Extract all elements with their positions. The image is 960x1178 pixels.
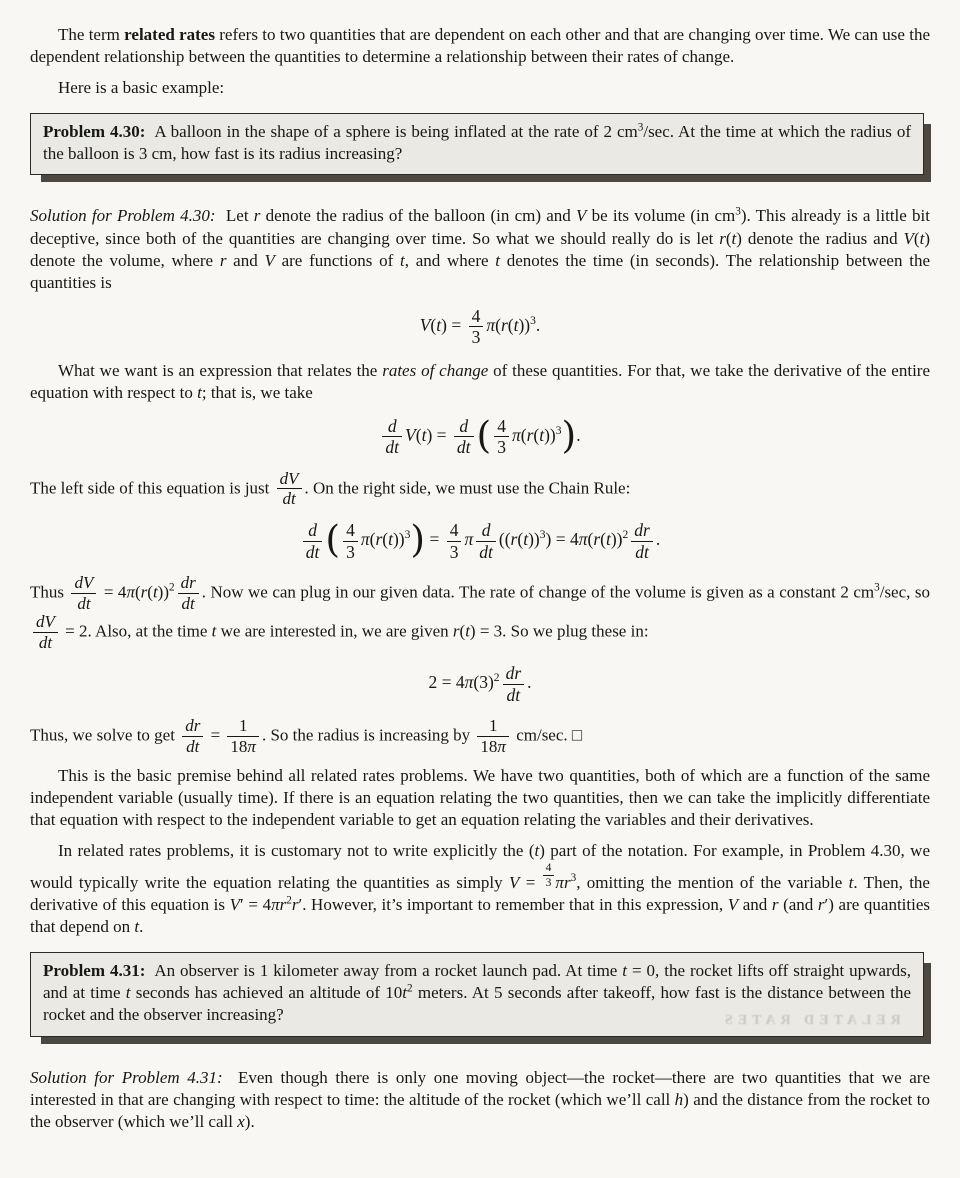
math-inline: r′ xyxy=(817,895,829,915)
solution-4-30-paragraph xyxy=(30,205,930,293)
math-inline: = xyxy=(206,725,225,745)
text-run: A balloon in the shape of a sphere is being inflated at the rate of 2 cm xyxy=(145,122,638,142)
text-run: In related rates problems, it is customary not to write explicitly the ( xyxy=(58,841,535,861)
math-inline: t xyxy=(495,250,501,270)
fraction xyxy=(182,717,203,756)
math-inline: r′ xyxy=(291,895,303,915)
bold-text: Problem 4.30: xyxy=(43,122,146,142)
fraction-denominator: 3 xyxy=(497,437,506,458)
math-inline: V xyxy=(264,250,275,270)
text-run: denote the volume, where xyxy=(30,250,220,270)
fraction xyxy=(477,717,509,756)
fraction-numerator: 1 xyxy=(227,717,259,737)
volume-equation xyxy=(30,307,930,347)
text-run: /sec, so xyxy=(879,582,930,602)
text-run: . xyxy=(139,917,144,937)
problem-text xyxy=(43,121,911,165)
text-run: . So the radius is increasing by xyxy=(261,725,475,745)
text-run: The left side of this equation is just xyxy=(30,477,274,497)
italic-text: Solution for Problem 4.30: xyxy=(30,206,216,226)
text-run: . xyxy=(535,314,541,335)
superscript: 3 xyxy=(530,314,536,327)
text-run: , and where xyxy=(404,250,496,270)
math-inline: ((r(t)) xyxy=(498,529,540,550)
text-run: ; that is, we take xyxy=(201,382,313,402)
text-run: , the rocket lifts off straight upwards, and at time xyxy=(43,961,912,1003)
plug-in-equation xyxy=(30,664,930,704)
math-inline: π(r(t)) xyxy=(360,529,405,550)
math-inline: π(r(t)) xyxy=(511,424,556,445)
fraction-denominator: 18π xyxy=(230,736,256,756)
fraction-denominator: dt xyxy=(456,437,471,458)
math-inline: t xyxy=(400,250,405,270)
text-run: . Now we can plug in our given data. The rate of change of the volume is given as a constant 2 cm xyxy=(201,582,875,602)
text-run: ). xyxy=(244,1111,255,1131)
superscript: 3 xyxy=(539,529,546,542)
math-inline: t xyxy=(134,917,140,937)
text-run: and xyxy=(738,895,772,915)
fraction xyxy=(494,417,509,457)
superscript: 3 xyxy=(570,872,577,885)
fraction-denominator: dt xyxy=(635,541,649,562)
fraction xyxy=(303,521,323,561)
derivative-equation: $\frac{d}{dt}$ V(t) = $\frac{d}{dt}$ ( $\frac{4}{3}$ $\pi(r(t))^3$). xyxy=(30,417,930,457)
bold-text: related rates xyxy=(124,25,215,44)
superscript: 3 xyxy=(555,424,562,437)
text-run: refers to two quantities that are dependent on each other and that are changing over time. We can use the dependent relationship between the quantities to determine a relationship between their rates of change. xyxy=(30,25,930,67)
superscript: 2 xyxy=(169,581,175,594)
solve-result-paragraph xyxy=(30,717,930,756)
text-run: ). This already is a little bit deceptive, since both of the quantities are changing over time. So what we should really do is let xyxy=(30,206,930,248)
fraction xyxy=(503,664,525,704)
math-inline: V xyxy=(576,206,587,226)
fraction-numerator: d xyxy=(454,417,474,437)
notation-paragraph xyxy=(30,840,930,938)
math-inline: x xyxy=(237,1111,245,1131)
text-run: Thus xyxy=(30,582,69,602)
fraction xyxy=(33,613,58,652)
math-inline: t xyxy=(125,983,131,1003)
fraction xyxy=(447,521,462,561)
fraction-denominator: 3 xyxy=(346,541,355,562)
fraction-denominator: 18π xyxy=(480,736,506,756)
text-run: Let xyxy=(215,206,254,226)
fraction-denominator: dt xyxy=(385,437,400,458)
superscript: 2 xyxy=(493,672,500,685)
fraction-denominator: dt xyxy=(506,684,521,705)
plug-in-data-paragraph xyxy=(30,574,930,651)
math-inline: V′ = 4πr xyxy=(229,895,287,915)
text-run: . So we plug these in: xyxy=(502,620,649,640)
math-inline: πr xyxy=(555,873,571,893)
math-inline: t = 0 xyxy=(622,961,656,981)
fraction xyxy=(543,862,555,889)
text-run: Here is a basic example: xyxy=(58,78,225,98)
text-run: /sec. At the time at which the radius of the balloon is 3 cm, how fast is its radius increasing? xyxy=(43,122,912,164)
fraction-denominator: 3 xyxy=(545,876,552,890)
fraction-denominator: dt xyxy=(77,593,91,613)
italic-text: Solution for Problem 4.31: xyxy=(30,1067,223,1087)
text-run: . Then, the derivative of this equation is xyxy=(30,873,930,915)
text-run: . However, it’s important to remember that in this expression, xyxy=(302,895,728,915)
fraction xyxy=(469,307,484,347)
bold-text: Problem 4.31: xyxy=(43,961,146,981)
fraction-numerator: d xyxy=(303,521,323,541)
math-inline: V xyxy=(727,895,739,915)
text-run: Thus, we solve to get xyxy=(30,725,180,745)
fraction-numerator: 1 xyxy=(477,717,509,737)
fraction xyxy=(343,521,358,561)
fraction xyxy=(178,574,199,613)
math-inline: t xyxy=(534,841,540,861)
text-run: An observer is 1 kilometer away from a rocket launch pad. At time xyxy=(145,961,623,981)
basic-premise-paragraph xyxy=(30,765,930,831)
superscript: 3 xyxy=(735,205,741,218)
intro-paragraph xyxy=(30,24,930,68)
fraction-numerator: 4 xyxy=(494,417,509,437)
fraction xyxy=(71,574,96,613)
fraction-denominator: dt xyxy=(305,541,320,562)
fraction-numerator: dV xyxy=(277,470,302,490)
text-run: are functions of xyxy=(274,250,400,270)
fraction-numerator: 4 xyxy=(543,862,555,876)
math-inline: r xyxy=(771,895,779,915)
text-run: denotes the time (in seconds). The relationship between the quantities is xyxy=(30,250,930,292)
fraction xyxy=(476,521,496,561)
math-inline: ) = 4π(r(t)) xyxy=(545,529,623,550)
math-inline: = 4π(r(t)) xyxy=(99,582,169,602)
math-inline: h xyxy=(674,1089,684,1109)
fraction-numerator: 4 xyxy=(343,521,358,541)
text-run: seconds has achieved an altitude of 10 xyxy=(130,983,403,1003)
text-run: . On the right side, we must use the Chain Rule: xyxy=(304,477,631,497)
fraction xyxy=(277,470,302,509)
math-inline: = xyxy=(425,529,444,550)
math-inline: V = xyxy=(508,873,542,893)
text-run: be its volume (in cm xyxy=(586,206,736,226)
italic-text: rates of change xyxy=(382,360,489,380)
text-run: cm/sec. □ xyxy=(511,725,583,745)
text-run: This is the basic premise behind all related rates problems. We have two quantities, both of which are a function of the same independent variable (usually time). If there is an equation relating the two quantities, then we can take the implicitly differentiate that equation with respect to the independent variable to get an equation relating the variables and their derivatives. xyxy=(30,765,930,829)
fraction-denominator: 3 xyxy=(471,327,481,348)
fraction-numerator: d xyxy=(382,417,402,437)
text-run: meters. At 5 seconds after takeoff, how fast is the distance between the rocket and the observer increasing? xyxy=(43,983,912,1025)
text-run: What we want is an expression that relates the xyxy=(58,360,383,380)
fraction-denominator: dt xyxy=(282,489,296,509)
text-run: ) are quantities that depend on xyxy=(30,895,931,937)
math-inline: t xyxy=(848,873,854,893)
text-run: (and xyxy=(778,895,818,915)
fraction xyxy=(631,521,653,561)
example-lead-in-paragraph xyxy=(30,77,930,99)
fraction-numerator: dr xyxy=(631,521,653,541)
text-run: denote the radius and xyxy=(741,228,904,248)
fraction-denominator: dt xyxy=(186,736,200,756)
text-run: , omitting the mention of the variable xyxy=(576,873,849,893)
math-inline: r xyxy=(219,250,227,270)
math-inline: π(r(t)) xyxy=(486,314,531,335)
math-inline: V(t) = xyxy=(419,314,466,335)
fraction-denominator: dt xyxy=(479,541,493,562)
fraction-numerator: dr xyxy=(178,574,199,594)
problem-4-30-box xyxy=(30,113,924,175)
chain-rule-equation: $\frac{d}{dt}$ ( $\frac{4}{3}$ $\pi(r(t))^3$) = $\frac{4}{3}$ π $\frac{d}{dt}$ $((r(t))^3) = 4\pi(r(t))^2$ $\frac{dr}{dt}$ . xyxy=(30,521,930,561)
math-inline: 2 = 4π(3) xyxy=(428,672,494,693)
page-bleed-through-text: RELATED RATES xyxy=(720,1013,901,1029)
fraction-denominator: dt xyxy=(181,593,195,613)
text-run: The term xyxy=(58,25,125,44)
math-inline: V(t) xyxy=(903,228,930,248)
text-run: and xyxy=(226,250,265,270)
math-inline: r(t) xyxy=(719,228,742,248)
text-run: Even though there is only one moving object—the rocket—there are two quantities that we are interested in that are changing with respect to time: the altitude of the rocket (which we’ll call xyxy=(30,1067,930,1109)
fraction xyxy=(454,417,474,457)
fraction-denominator: 3 xyxy=(449,541,459,562)
page-content xyxy=(30,24,930,1133)
superscript: 3 xyxy=(404,529,411,542)
text-run: we are interested in, we are given xyxy=(216,620,453,640)
chain-rule-paragraph xyxy=(30,470,930,509)
math-inline: t xyxy=(197,382,202,402)
text-run: ) part of the notation. For example, in Problem 4.30, we would typically write the equation relating the quantities as simply xyxy=(30,841,930,893)
math-inline: π xyxy=(464,529,474,550)
text-run: . xyxy=(655,529,661,550)
fraction-numerator: d xyxy=(476,521,496,541)
fraction-denominator: dt xyxy=(38,632,53,652)
fraction xyxy=(227,717,259,756)
math-inline: V(t) = xyxy=(405,424,451,445)
fraction xyxy=(382,417,402,457)
superscript: 3 xyxy=(874,581,880,594)
fraction-numerator: dV xyxy=(71,574,96,594)
problem-4-31-box xyxy=(30,952,924,1036)
math-inline: = 2 xyxy=(60,620,88,640)
math-inline: t xyxy=(402,983,408,1003)
superscript: 3 xyxy=(637,121,644,134)
fraction-numerator: 4 xyxy=(447,521,462,541)
superscript: 2 xyxy=(407,982,413,995)
problem-text xyxy=(43,960,911,1026)
text-run: denote the radius of the balloon (in cm) and xyxy=(260,206,576,226)
text-run: ) and the distance from the rocket to the observer (which we’ll call xyxy=(30,1089,930,1131)
text-run: . xyxy=(576,424,581,445)
fraction-numerator: 4 xyxy=(469,307,484,327)
text-run: . xyxy=(527,672,532,693)
text-run: . Also, at the time xyxy=(87,620,212,640)
text-run: of these quantities. For that, we take the derivative of the entire equation with respect to xyxy=(30,360,930,402)
math-inline: r xyxy=(253,206,261,226)
math-inline: r(t) = 3 xyxy=(452,620,503,640)
fraction-numerator: dr xyxy=(503,664,525,684)
superscript: 2 xyxy=(622,529,629,542)
solution-4-31-paragraph xyxy=(30,1067,930,1133)
rates-of-change-paragraph xyxy=(30,360,930,404)
superscript: 2 xyxy=(286,894,292,907)
fraction-numerator: dV xyxy=(33,613,58,633)
math-inline: t xyxy=(211,620,217,640)
fraction-numerator: dr xyxy=(182,717,203,737)
